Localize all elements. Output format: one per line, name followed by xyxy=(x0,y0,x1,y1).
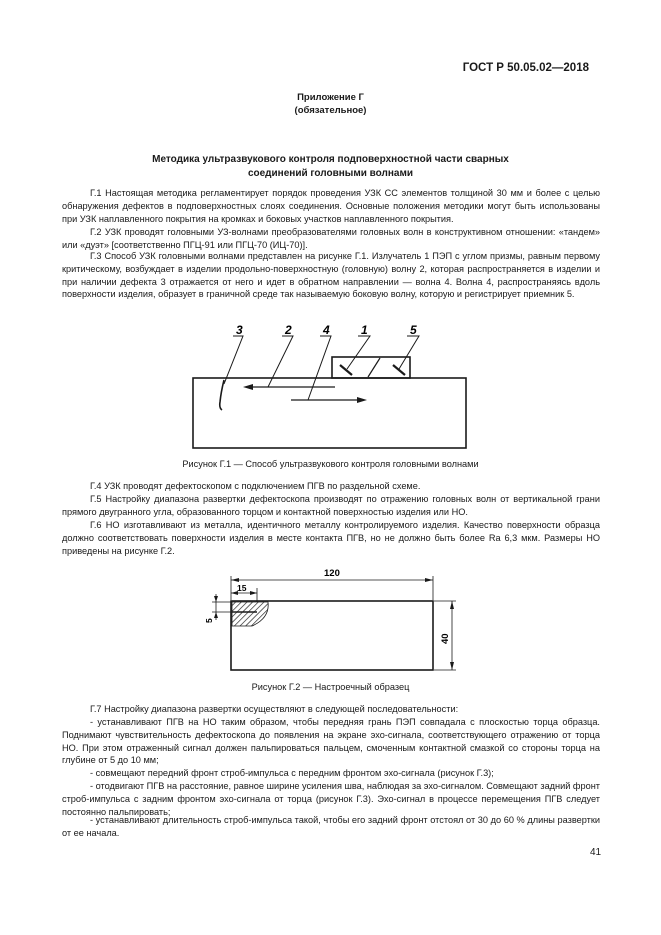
dim-5-arrow-bottom xyxy=(214,612,218,618)
dim-120-arrow-right xyxy=(425,578,433,582)
emitter-element xyxy=(340,365,352,375)
paragraph-g2: Г.2 УЗК проводят головными УЗ-волнами преобразователями головных волн в конструктивном отношении: «тандем» или «дуэт» [соответственно ПГЦ-91 или ПГЦ-70 (ИЦ-70)]. xyxy=(62,227,600,250)
bullet-1-text: - устанавливают ПГВ на НО таким образом, чтобы передняя грань ПЭП совпадала с плоскостью торца образца. Поднимают чувствительность дефектоскопа до появления на экране эхо-сигнала, соответствующего отражению от торца НО. При этом отраженный сигнал должен пальпироваться пальцем, смоченным контактной смазкой со стороны торца на глубине от 5 до 10 мм; xyxy=(62,717,600,766)
bullet-3: - отодвигают ПГВ на расстояние, равное ширине усиления шва, наблюдая за эхо-сигналом. Совмещают задний фронт строб-импульса с задним фронтом эхо-сигнала от торца (рисунок Г.3). Эхо-сигнал в процессе перемещения ПГВ следует постоянно пальпировать; xyxy=(62,781,600,817)
dim-40-arrow-bottom xyxy=(450,662,454,670)
dim-40-arrow-top xyxy=(450,601,454,609)
paragraph-g7: Г.7 Настройку диапазона развертки осуществляют в следующей последовательности: xyxy=(90,704,459,714)
leader-5 xyxy=(399,336,419,369)
leader-4 xyxy=(308,336,331,400)
heading-line-2: соединений головными волнами xyxy=(247,168,414,179)
bullet-2: - совмещают передний фронт строб-импульса с передним фронтом эхо-сигнала (рисунок Г.3); xyxy=(90,768,494,778)
label-4: 4 xyxy=(323,323,330,337)
dim-5-arrow-top xyxy=(214,596,218,602)
dim-5-label: 5 xyxy=(204,618,214,623)
dim-120-arrow-left xyxy=(231,578,239,582)
specimen-body xyxy=(193,378,466,448)
bullet-4: - устанавливают длительность строб-импульса такой, чтобы его задний фронт отстоял от 30 до 60 % длины развертки от ее начала. xyxy=(62,815,600,838)
notch-hatching xyxy=(232,602,268,626)
paragraph-g3: Г.3 Способ УЗК головными волнами представлен на рисунке Г.1. Излучатель 1 ПЭП с углом призмы, равным первому критическому, возбуждает в изделии продольно-поверхностную (головную) волну 2, которая распространяется в изделии и при наличии дефекта 3 отражается от него и идет в обратном направлении — волна 4. Волна 4, распространяясь вдоль поверхности изделия, образует в граничной среде так называемую боковую волну, которую и регистрирует приемник 5. xyxy=(62,251,600,300)
bullet-1 xyxy=(62,716,600,767)
paragraph-g6: Г.6 НО изготавливают из металла, идентичного металлу контролируемого изделия. Качество поверхности образца должно соответствовать поверхности изделия в месте контакта ПГВ, но не должно быть более Ra 6,3 мкм. Размеры НО приведены на рисунке Г.2. xyxy=(62,520,600,556)
dim-40-label: 40 xyxy=(440,633,451,644)
label-5: 5 xyxy=(410,323,417,337)
paragraph-g1: Г.1 Настоящая методика регламентирует порядок проведения УЗК СС элементов толщиной 30 мм и более с целью обнаружения дефектов в подповерхностных слоях соединения. Основные положения методики могут быть использованы при УЗК наплавленного покрытия на кромках и боковых участков наплавленного покрытия. xyxy=(62,188,600,224)
paragraph-g4: Г.4 УЗК проводят дефектоскопом с подключением ПГВ по раздельной схеме. xyxy=(90,481,421,491)
transducer-divider xyxy=(368,358,380,377)
leader-3 xyxy=(224,336,243,384)
figure-1-caption: Рисунок Г.1 — Способ ультразвукового контроля головными волнами xyxy=(182,459,479,469)
dim-15-label: 15 xyxy=(237,583,247,593)
appendix-subtitle: (обязательное) xyxy=(294,105,367,116)
standard-number: ГОСТ Р 50.05.02—2018 xyxy=(462,62,589,74)
appendix-title: Приложение Г xyxy=(297,92,364,103)
wave-2-arrowhead xyxy=(243,384,253,390)
label-3: 3 xyxy=(236,323,243,337)
label-2: 2 xyxy=(285,323,292,337)
page-number: 41 xyxy=(590,847,602,858)
figure-2-caption: Рисунок Г.2 — Настроечный образец xyxy=(251,682,410,692)
paragraph-g5: Г.5 Настройку диапазона развертки дефектоскопа производят по отражению головных волн от вертикальной грани прямого двугранного угла, образованного торцом и контактной поверхностью изделия или НО. xyxy=(62,494,600,517)
heading-line-1: Методика ультразвукового контроля подповерхностной части сварных xyxy=(152,154,509,165)
figure-1-diagram xyxy=(0,320,661,455)
dim-120-label: 120 xyxy=(324,568,340,579)
leader-1 xyxy=(347,336,370,369)
leader-2 xyxy=(268,336,293,387)
wave-4-arrowhead xyxy=(357,397,367,403)
defect-mark xyxy=(220,380,224,410)
figure-2-diagram xyxy=(0,560,661,680)
label-1: 1 xyxy=(361,323,368,337)
receiver-element xyxy=(393,365,405,375)
dim-15-arrow-right xyxy=(250,591,257,595)
